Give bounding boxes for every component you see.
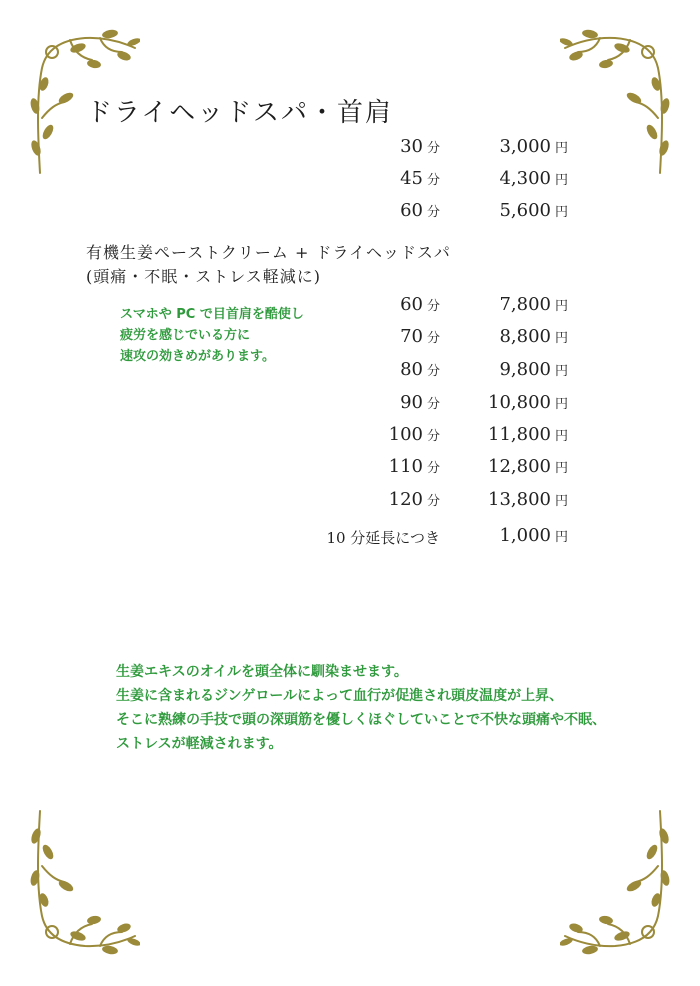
description-line: 生姜に含まれるジンゲロールによって血行が促進され頭皮温度が上昇、: [116, 688, 564, 704]
corner-ornament-top-right: [560, 28, 670, 178]
duration: 90 分: [400, 392, 440, 413]
price: 4,300 円: [499, 168, 568, 189]
price: 7,800 円: [499, 294, 568, 315]
duration: 100 分: [388, 424, 440, 445]
duration: 80 分: [400, 359, 440, 380]
vine-ornament-icon: [560, 806, 670, 956]
corner-ornament-bottom-left: [30, 806, 140, 956]
duration: 60 分: [400, 294, 440, 315]
section-subtitle: (頭痛・不眠・ストレス軽減に): [86, 267, 322, 286]
price-row: [300, 136, 568, 166]
price-row: [300, 200, 568, 230]
note-line: 速攻の効きめがあります。: [120, 349, 275, 364]
duration: 30 分: [400, 136, 440, 157]
price-row: [300, 168, 568, 198]
note-line: 疲労を感じでいる方に: [120, 328, 251, 343]
price-row: [300, 392, 568, 422]
extension-label: 10 分延長につき: [326, 529, 440, 547]
description-line: ストレスが軽減されます。: [116, 736, 283, 752]
price: 5,600 円: [499, 200, 568, 221]
vine-ornament-icon: [30, 806, 140, 956]
duration: 110 分: [388, 456, 440, 477]
price-row: [300, 294, 568, 324]
price-row: [300, 326, 568, 356]
duration: 70 分: [400, 326, 440, 347]
price-row: [300, 359, 568, 389]
side-note: [120, 304, 304, 367]
duration: 45 分: [400, 168, 440, 189]
duration: 120 分: [388, 489, 440, 510]
price-row: [300, 489, 568, 519]
duration: 60 分: [400, 200, 440, 221]
price-row: [300, 456, 568, 486]
description: [116, 660, 606, 756]
price: 12,800 円: [488, 456, 568, 477]
vine-ornament-icon: [560, 28, 670, 178]
extension-row: [300, 525, 568, 555]
price: 3,000 円: [499, 136, 568, 157]
corner-ornament-bottom-right: [560, 806, 670, 956]
price: 8,800 円: [499, 326, 568, 347]
description-line: そこに熟練の手技で頭の深頭筋を優しくほぐしていことで不快な頭痛や不眠、: [116, 712, 606, 728]
note-line: スマホや PC で目首肩を酷使し: [120, 307, 304, 322]
price: 1,000 円: [499, 525, 568, 546]
page-title: ドライヘッドスパ・首肩: [86, 98, 393, 128]
description-line: 生姜エキスのオイルを頭全体に馴染ませます。: [116, 664, 408, 680]
price: 10,800 円: [488, 392, 568, 413]
price-row: [300, 424, 568, 454]
price: 13,800 円: [488, 489, 568, 510]
price: 11,800 円: [488, 424, 568, 445]
price: 9,800 円: [499, 359, 568, 380]
section-title: 有機生姜ペーストクリーム + ドライヘッドスパ: [86, 243, 451, 262]
